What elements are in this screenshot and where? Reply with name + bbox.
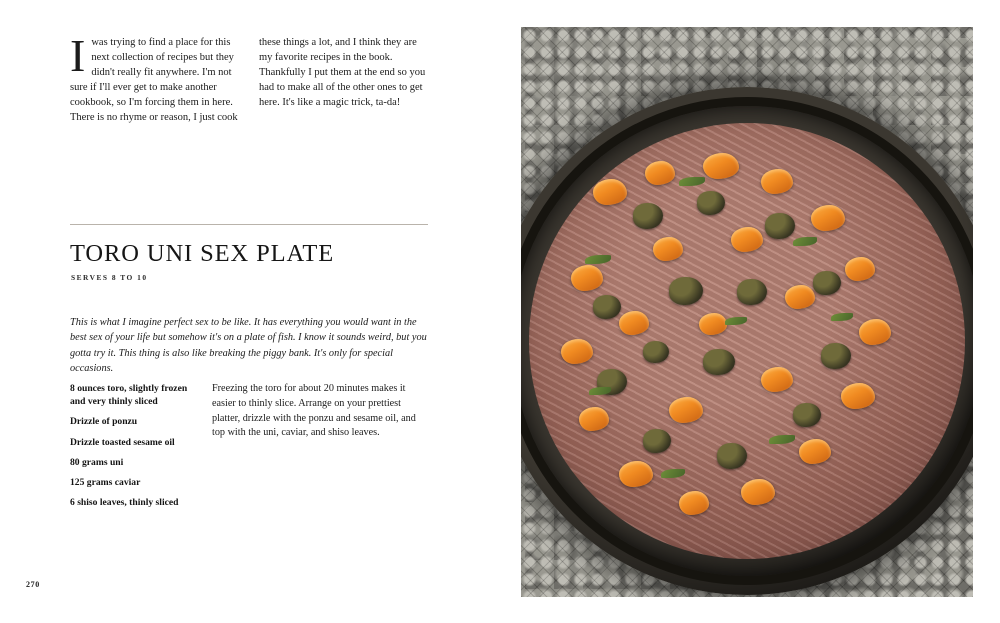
recipe-title: TORO UNI SEX PLATE [70,240,335,267]
list-item: Drizzle toasted sesame oil [70,436,175,448]
recipe-headnote: This is what I imagine perfect sex to be like. It has everything you would want in the best sex of your life but somehow it's on a plate of fish. I know it sounds weird, but you gotta try it. This thing is also like breaking the piggy bank. It's only for special occasions. [70,317,427,375]
intro-column-1 [70,30,241,125]
list-item: Drizzle of ponzu [70,416,138,428]
recipe-method [212,382,418,510]
intro-columns [70,30,430,125]
recipe-yield: SERVES 8 TO 10 [71,273,148,282]
section-divider-rule [70,224,428,225]
intro-column-1-text: was trying to find a place for this next collection of recipes but they didn't really fit anywhere. I'm not sure if I'll ever get to make another cookbook, so I'm forcing them in here. There is no rhyme or reason, I just cook [70,37,238,123]
ingredient-list [70,382,194,510]
recipe-body [70,382,430,510]
intro-column-2-text: these things a lot, and I think they are my favorite recipes in the book. Thankfully I put them at the end so you had to make all of the other ones to get here. It's like a magic trick, ta-da! [259,37,426,108]
list-item: 6 shiso leaves, thinly sliced [70,497,179,509]
list-item: 8 ounces toro, slightly frozen and very thinly sliced [70,383,188,408]
serving-platter [521,87,973,595]
page-number: 270 [26,580,40,589]
intro-text-block [70,30,430,125]
intro-column-2 [259,36,430,125]
method-text: Freezing the toro for about 20 minutes makes it easier to thinly slice. Arrange on your prettiest platter, drizzle with the ponzu and sesame oil, and top with the uni, caviar, and shiso leaves. [212,383,416,439]
platter-rim [521,97,973,585]
list-item: 80 grams uni [70,456,124,468]
recipe-photo [521,27,973,597]
drop-cap: I [70,30,86,81]
list-item: 125 grams caviar [70,477,141,489]
